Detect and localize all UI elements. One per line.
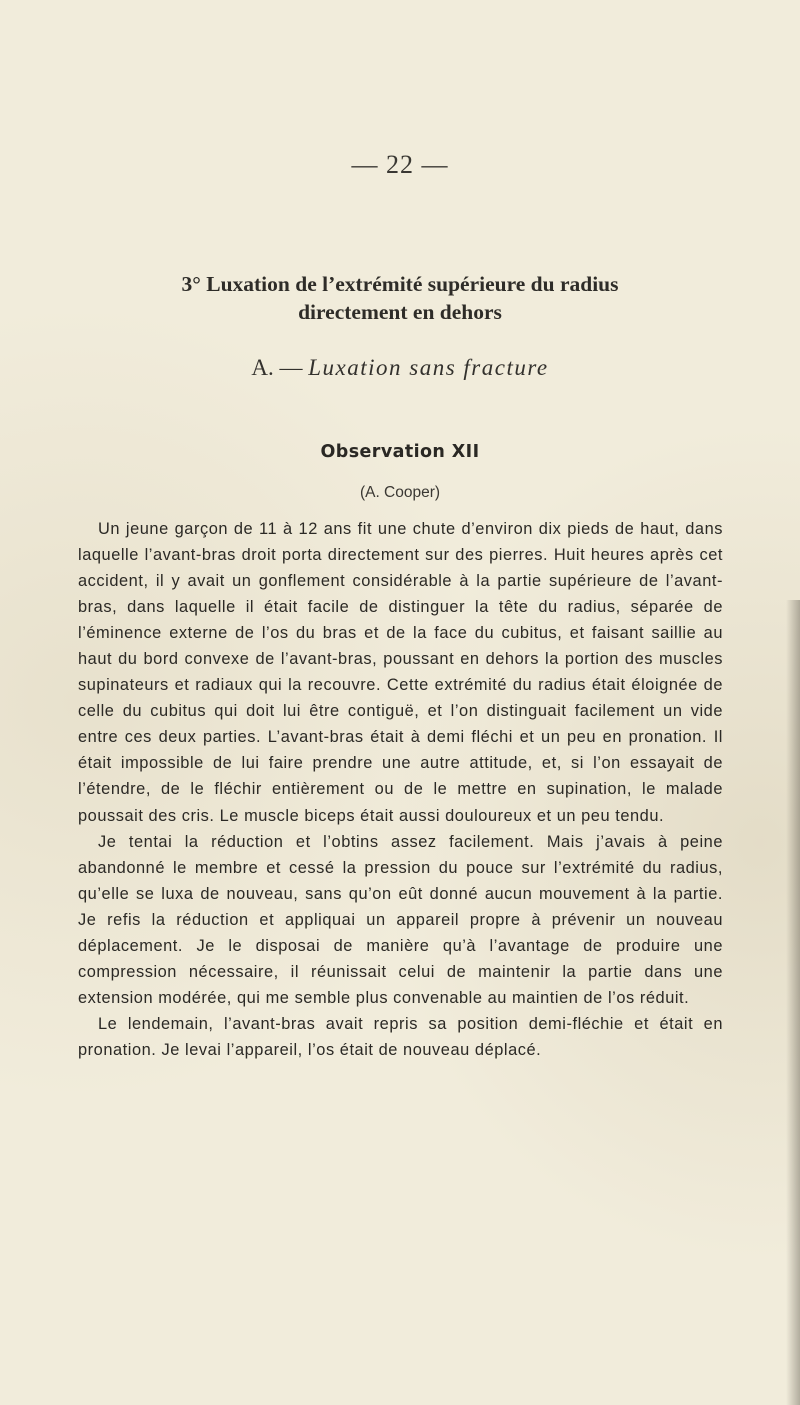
- observation-author: (A. Cooper): [359, 484, 441, 501]
- page-number: — 22 —: [351, 150, 449, 179]
- section-title-line-2: directement en dehors: [298, 300, 502, 324]
- section-title: [40, 270, 760, 326]
- observation-body: [78, 516, 723, 1063]
- subsection-letter: A. —: [251, 355, 303, 380]
- paragraph: Le lendemain, l’avant-bras avait repris sa position demi-fléchie et était en pronation. Je levai l’appareil, l’os était de nouveau déplacé.: [78, 1014, 723, 1059]
- subsection-heading: [0, 355, 800, 381]
- page-edge-shadow: [786, 600, 800, 1405]
- section-title-line-1: 3° Luxation de l’extrémité supérieure du radius: [181, 272, 619, 296]
- paragraph: Un jeune garçon de 11 à 12 ans fit une chute d’environ dix pieds de haut, dans laquelle l’avant-bras droit porta directement sur des pierres. Huit heures après cet accident, il y avait un gonflement considérable à la partie supérieure de l’avant-bras, dans laquelle il était facile de distinguer la tête du radius, séparée de l’éminence externe de l’os du bras et de la face du cubitus, et faisant saillie au haut du bord convexe de l’avant-bras, poussant en dehors la portion des muscles supinateurs et radiaux qui la recouvre. Cette extrémité du radius était éloignée de celle du cubitus qui doit lui être contiguë, et l’on distinguait facilement un vide entre ces deux parties. L’avant-bras était à demi fléchi et un peu en pronation. Il était impossible de lui faire prendre une autre attitude, et, si l’on essayait de l’étendre, de le fléchir entièrement ou de le mettre en supination, le malade poussait des cris. Le muscle biceps était aussi douloureux et un peu tendu.: [78, 520, 723, 825]
- observation-title: Observation XII: [320, 442, 480, 462]
- paragraph: Je tentai la réduction et l’obtins assez facilement. Mais j’avais à peine abandonné le membre et cessé la pression du pouce sur l’extrémité du radius, qu’elle se luxa de nouveau, sans qu’on eût donné aucun mouvement à la partie. Je refis la réduction et appliquai un appareil propre à prévenir un nouveau déplacement. Je le disposai de manière qu’à l’avantage de produire une compression nécessaire, il réunissait celui de maintenir la partie dans une extension modérée, qui me semble plus convenable au maintien de l’os réduit.: [78, 832, 723, 1007]
- subsection-title: Luxation sans fracture: [308, 355, 549, 380]
